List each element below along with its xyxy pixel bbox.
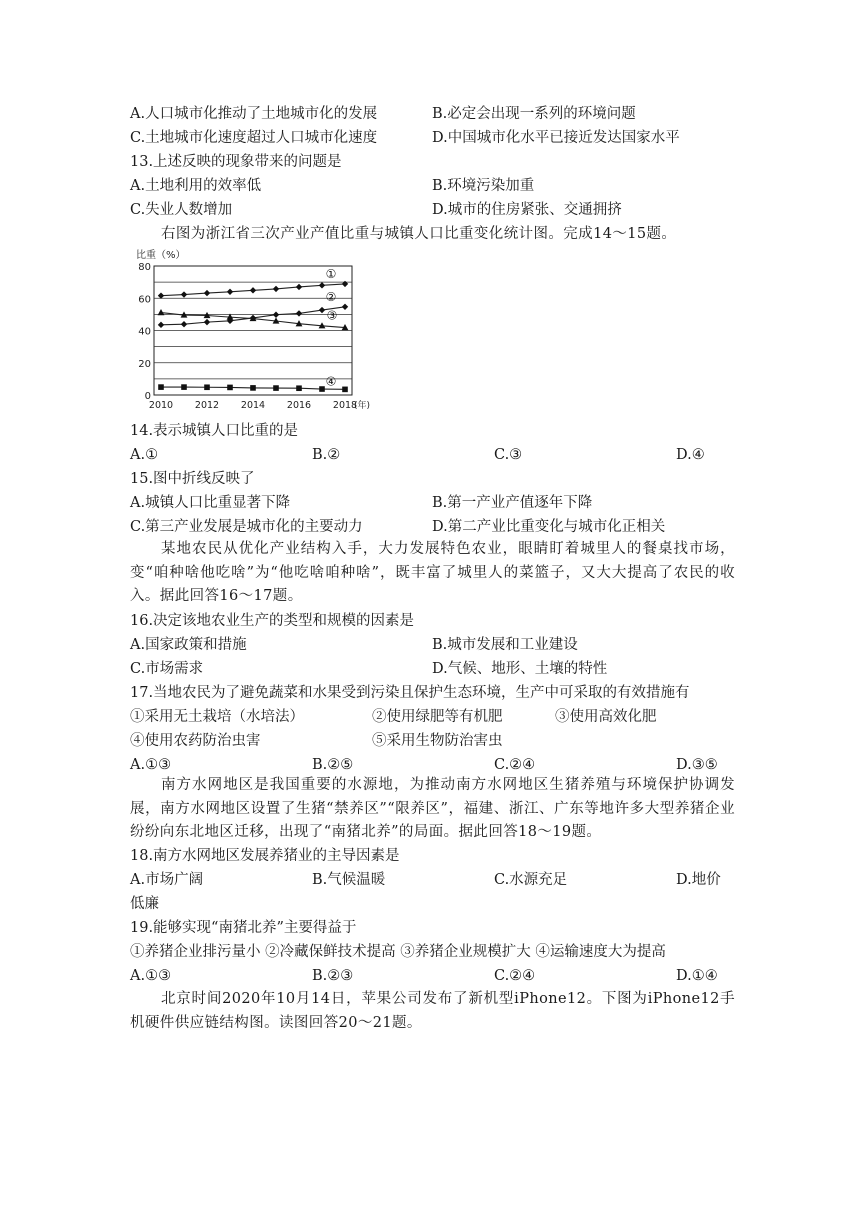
data-point	[181, 321, 187, 327]
y-axis-label: 比重（%）	[136, 250, 186, 261]
q17-option-a: A.①③	[130, 757, 172, 773]
data-point	[204, 384, 210, 390]
q18-option-c: C.水源充足	[494, 872, 568, 888]
q16-option-d: D.气候、地形、土壤的特性	[432, 661, 608, 677]
data-point	[204, 290, 210, 296]
q15-stem: 15.图中折线反映了	[130, 471, 255, 487]
q17-option-c: C.②④	[494, 757, 536, 773]
q16-option-b: B.城市发展和工业建设	[432, 637, 578, 653]
q14-option-d: D.④	[676, 447, 705, 463]
q13-option-a: A.土地利用的效率低	[130, 178, 262, 194]
data-point	[204, 319, 210, 325]
q16-option-a: A.国家政策和措施	[130, 637, 247, 653]
q12-option-a: A.人口城市化推动了土地城市化的发展	[130, 106, 378, 122]
q15-option-b: B.第一产业产值逐年下降	[432, 495, 593, 511]
data-point	[296, 284, 302, 290]
series-label-2: ②	[325, 289, 337, 304]
y-tick-label: 40	[138, 326, 151, 338]
data-point	[273, 385, 279, 391]
data-point	[296, 310, 302, 316]
q15-option-d: D.第二产业比重变化与城市化正相关	[432, 519, 666, 535]
q13-option-d: D.城市的住房紧张、交通拥挤	[432, 202, 622, 218]
q17-item-3: ③使用高效化肥	[555, 709, 657, 725]
q12-option-d: D.中国城市化水平已接近发达国家水平	[432, 130, 680, 146]
x-tick-label: 2014	[240, 400, 266, 411]
q19-option-b: B.②③	[312, 968, 354, 984]
data-point	[296, 385, 302, 391]
q19-items: ①养猪企业排污量小 ②冷藏保鲜技术提高 ③养猪企业规模扩大 ④运输速度大为提高	[130, 944, 666, 960]
q17-item-1: ①采用无土栽培（水培法）	[130, 709, 304, 725]
data-point	[319, 307, 325, 313]
q18-option-d: D.地价	[676, 872, 721, 888]
x-tick-label: 2010	[148, 400, 174, 411]
q17-item-5: ⑤采用生物防治害虫	[372, 733, 503, 749]
data-point	[273, 311, 279, 317]
data-point	[158, 384, 164, 390]
q13-option-b: B.环境污染加重	[432, 178, 535, 194]
q18-option-a: A.市场广阔	[130, 872, 204, 888]
data-point	[227, 385, 233, 391]
intro-18-19: 南方水网地区是我国重要的水源地，为推动南方水网地区生猪养殖与环境保护协调发展，南方水网地区设置了生猪“禁养区”“限养区”，福建、浙江、广东等地许多大型养猪企业纷纷向东北地区迁移，出现了“南猪北养”的局面。据此回答18～19题。	[130, 777, 735, 840]
q14-option-b: B.②	[312, 447, 341, 463]
data-point	[181, 384, 187, 390]
q15-option-a: A.城镇人口比重显著下降	[130, 495, 291, 511]
q17-stem: 17.当地农民为了避免蔬菜和水果受到污染且保护生态环境，生产中可采取的有效措施有	[130, 685, 690, 701]
y-tick-label: 0	[144, 391, 151, 402]
data-point	[273, 286, 279, 292]
data-point	[158, 322, 164, 328]
q14-option-c: C.③	[494, 447, 523, 463]
series-label-4: ④	[325, 374, 337, 389]
q12-option-b: B.必定会出现一系列的环境问题	[432, 106, 636, 122]
q12-option-c: C.土地城市化速度超过人口城市化速度	[130, 130, 378, 146]
x-tick-label: 2018	[332, 400, 358, 411]
q16-option-c: C.市场需求	[130, 661, 204, 677]
y-tick-label: 80	[138, 262, 151, 273]
data-point	[342, 304, 348, 310]
series-label-1: ①	[325, 266, 337, 281]
q18-option-b: B.气候温暖	[312, 872, 386, 888]
q17-option-b: B.②⑤	[312, 757, 354, 773]
q19-option-d: D.①④	[676, 968, 718, 984]
q19-option-a: A.①③	[130, 968, 172, 984]
q19-option-c: C.②④	[494, 968, 536, 984]
q14-stem: 14.表示城镇人口比重的是	[130, 423, 299, 439]
q13-stem: 13.上述反映的现象带来的问题是	[130, 154, 342, 170]
y-tick-label: 60	[138, 294, 151, 306]
intro-14-15: 右图为浙江省三次产业产值比重与城镇人口比重变化统计图。完成14～15题。	[161, 226, 677, 242]
data-point	[319, 386, 325, 392]
y-tick-label: 20	[138, 358, 151, 370]
data-point	[250, 385, 256, 391]
q17-item-2: ②使用绿肥等有机肥	[372, 709, 503, 725]
q18-stem: 18.南方水网地区发展养猪业的主导因素是	[130, 848, 400, 864]
q13-option-c: C.失业人数增加	[130, 202, 233, 218]
intro-16-17: 某地农民从优化产业结构入手，大力发展特色农业，眼睛盯着城里人的餐桌找市场，变“咱种啥他吃啥”为“他吃啥咱种啥”，既丰富了城里人的菜篮子，又大大提高了农民的收入。据此回答16～17题。	[130, 541, 735, 604]
q17-option-d: D.③⑤	[676, 757, 718, 773]
data-point	[227, 289, 233, 295]
x-axis-label: (年)	[354, 401, 370, 411]
data-point	[181, 291, 187, 297]
data-point	[342, 281, 348, 287]
data-point	[250, 287, 256, 293]
series-label-3: ③	[326, 308, 338, 323]
q19-stem: 19.能够实现“南猪北养”主要得益于	[130, 920, 357, 936]
x-tick-label: 2012	[194, 400, 220, 411]
data-point	[158, 309, 165, 315]
q14-option-a: A.①	[130, 447, 159, 463]
q16-stem: 16.决定该地农业生产的类型和规模的因素是	[130, 613, 415, 629]
x-tick-label: 2016	[286, 400, 312, 411]
intro-20-21: 北京时间2020年10月14日，苹果公司发布了新机型iPhone12。下图为iPhone12手机硬件供应链结构图。读图回答20～21题。	[130, 991, 735, 1031]
q17-item-4: ④使用农药防治虫害	[130, 733, 261, 749]
data-point	[319, 282, 325, 288]
q15-option-c: C.第三产业发展是城市化的主要动力	[130, 519, 363, 535]
data-point	[342, 387, 348, 393]
q18-option-d-wrap: 低廉	[130, 896, 159, 912]
line-chart	[130, 244, 370, 414]
